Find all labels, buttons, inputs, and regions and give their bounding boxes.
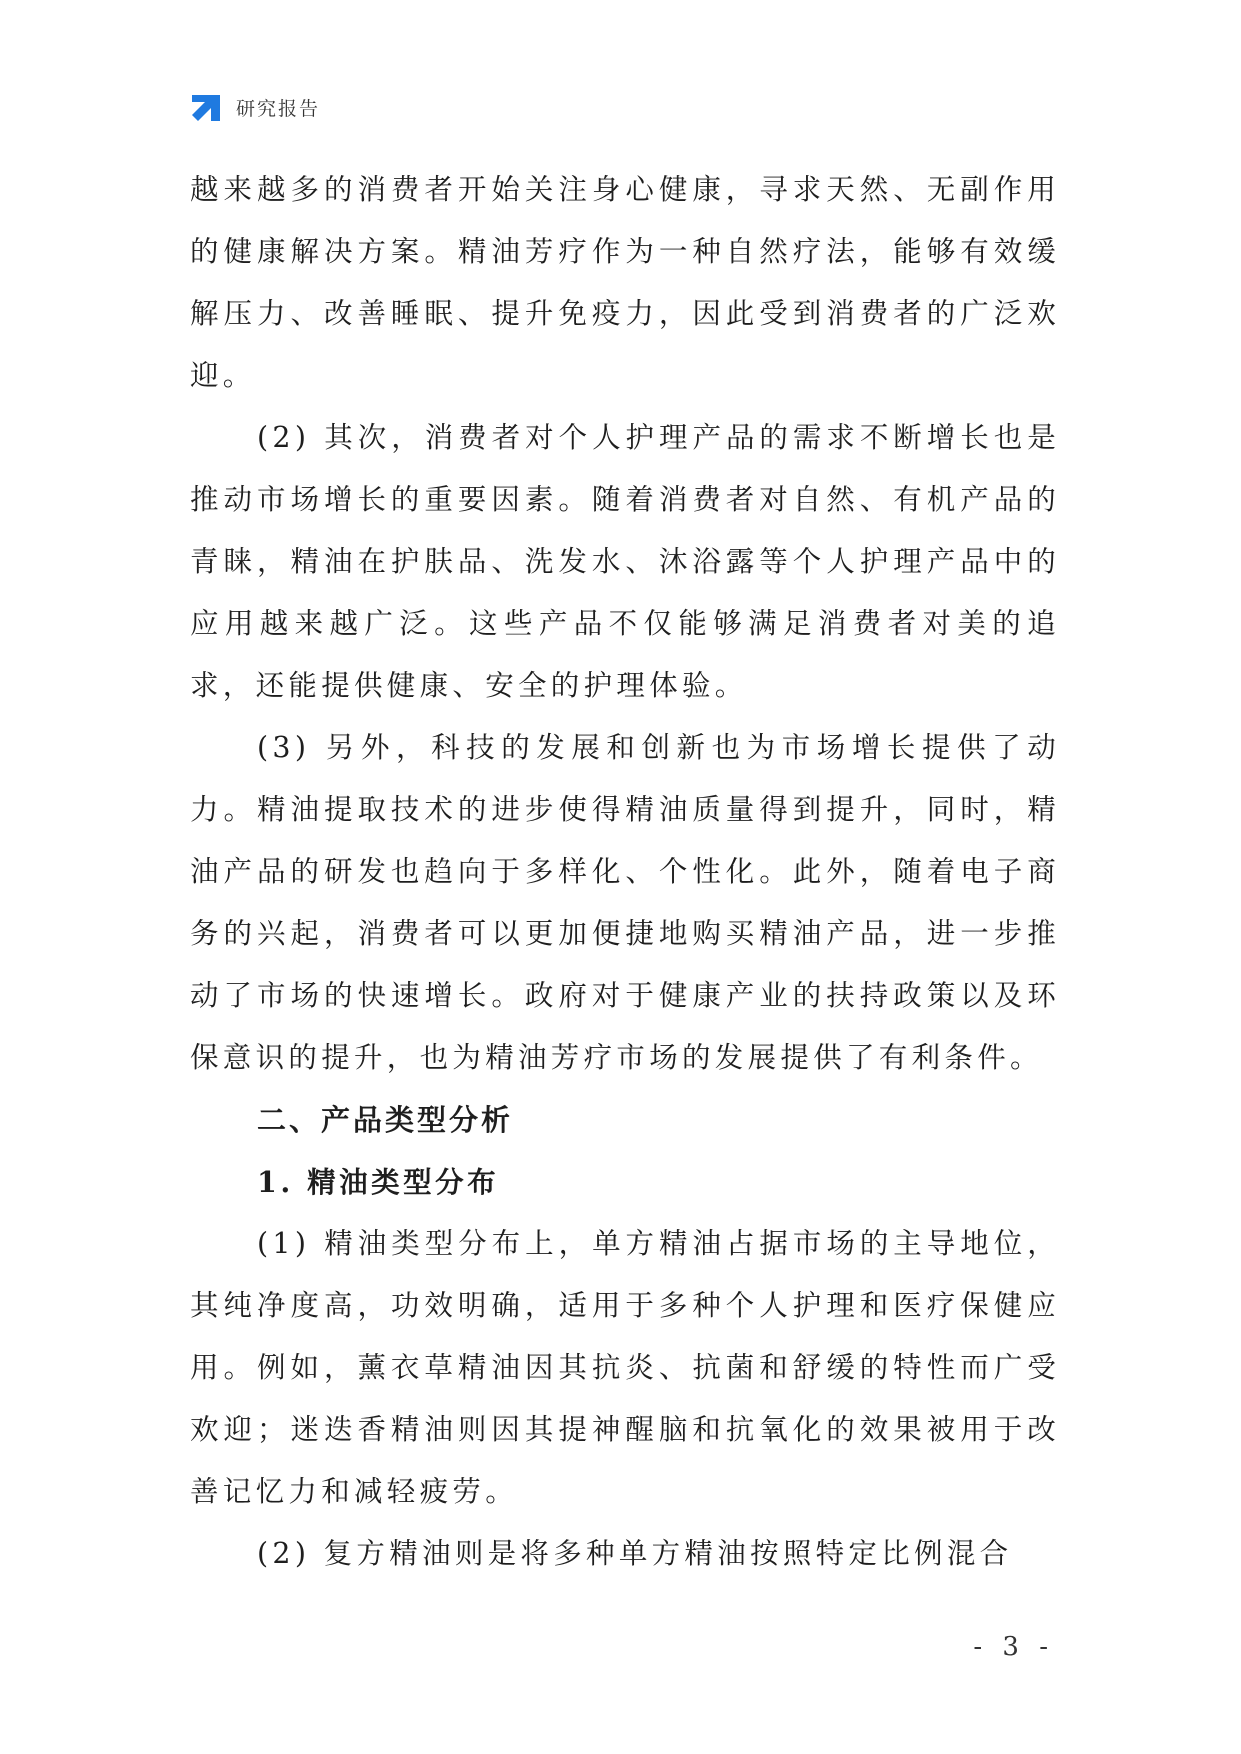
paragraph-technology-innovation: (3) 另外，科技的发展和创新也为市场增长提供了动力。精油提取技术的进步使得精油质量得到提升，同时，精油产品的研发也趋向于多样化、个性化。此外，随着电子商务的兴起，消费者可以更加便捷地购买精油产品，进一步推动了市场的快速增长。政府对于健康产业的扶持政策以及环保意识的提升，也为精油芳疗市场的发展提供了有利条件。	[190, 731, 1060, 1074]
arrow-logo-icon	[190, 91, 222, 123]
paragraph-blended-oils: (2) 复方精油则是将多种单方精油按照特定比例混合	[257, 1537, 1013, 1570]
header-title: 研究报告	[236, 97, 321, 120]
subsection-heading-oil-types: 1. 精油类型分布	[257, 1165, 500, 1199]
paragraph-consumer-health: 越来越多的消费者开始关注身心健康，寻求天然、无副作用的健康解决方案。精油芳疗作为一种自然疗法，能够有效缓解压力、改善睡眠、提升免疫力，因此受到消费者的广泛欢迎。	[190, 173, 1060, 392]
paragraph-single-oils: (1) 精油类型分布上，单方精油占据市场的主导地位，其纯净度高，功效明确，适用于多种个人护理和医疗保健应用。例如，薰衣草精油因其抗炎、抗菌和舒缓的特性而广受欢迎；迷迭香精油则因其提神醒脑和抗氧化的效果被用于改善记忆力和减轻疲劳。	[190, 1227, 1060, 1508]
section-heading-product-types: 二、产品类型分析	[257, 1103, 514, 1137]
paragraph-personal-care-demand: (2) 其次，消费者对个人护理产品的需求不断增长也是推动市场增长的重要因素。随着消费者对自然、有机产品的青睐，精油在护肤品、洗发水、沐浴露等个人护理产品中的应用越来越广泛。这些产品不仅能够满足消费者对美的追求，还能提供健康、安全的护理体验。	[190, 421, 1060, 702]
report-header	[190, 88, 320, 126]
document-body	[190, 159, 1060, 1585]
page-number: - 3 -	[973, 1632, 1054, 1662]
